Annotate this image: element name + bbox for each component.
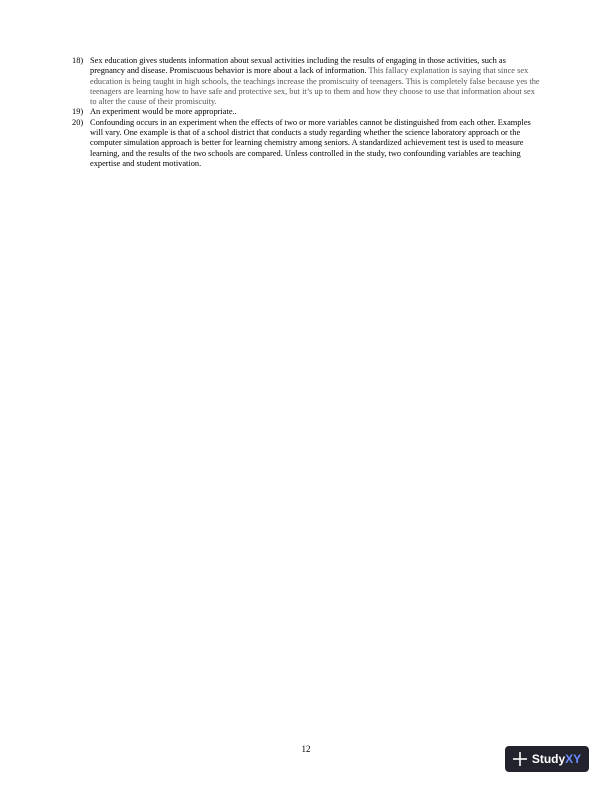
item-number: 19) bbox=[72, 107, 84, 117]
item-number: 18) bbox=[72, 56, 84, 65]
studyxy-badge[interactable] bbox=[505, 746, 589, 772]
item-text bbox=[90, 56, 540, 107]
item-number: 20) bbox=[72, 117, 84, 127]
item-main-text: An experiment would be more appropriate.. bbox=[90, 107, 237, 117]
page-number: 12 bbox=[301, 744, 311, 754]
answer-list bbox=[72, 56, 540, 169]
item-main-text: Confounding occurs in an experiment when the effects of two or more variables cannot be distinguished from each other. Examples will vary. One example is that of a school district that conducts a study regarding whether the science laboratory approach or the computer simulation approach is better for learning chemistry among seniors. A standardized achievement test is used to measure learning, and the results of the two schools are compared. Unless controlled in the study, two confounding variables are teaching expertise and student motivation. bbox=[90, 117, 531, 168]
brand-accent: XY bbox=[565, 752, 582, 766]
answer-item-18 bbox=[72, 56, 540, 107]
item-note-text: This fallacy explanation is saying that since sex education is being taught in high schools, the teachings increase the promiscuity of teenagers. This is completely false because yes the teenagers are learning how to have safe and protective sex, but it’s up to them and how they choose to use that information about sex to alter the cause of their promiscuity. bbox=[90, 66, 540, 107]
item-main-text: Sex education gives students information about sexual activities including the results of engaging in those activities, such as pregnancy and disease. Promiscuous behavior is more about a lack of information. bbox=[90, 56, 506, 76]
answer-item-19 bbox=[72, 107, 540, 117]
brand-main: Study bbox=[531, 752, 566, 766]
plus-cross-icon bbox=[513, 752, 527, 766]
answer-item-20 bbox=[72, 118, 540, 169]
